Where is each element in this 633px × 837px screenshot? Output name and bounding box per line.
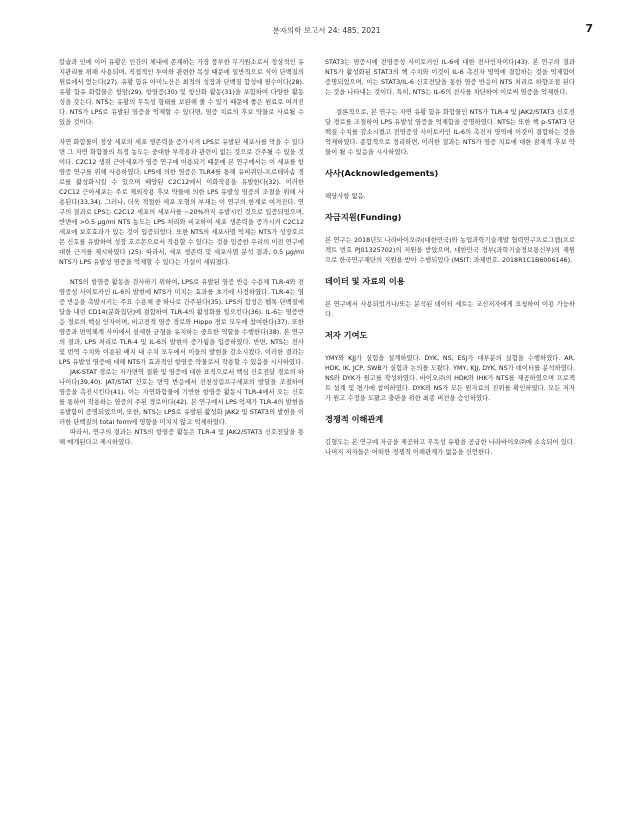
body-paragraph: JAK-STAT 경로는 자가면역 질환 및 염증에 대한 표적으로서 핵심 신호전달 경로의 하나이다(39,40). JAT/STAT 신호는 면역 반응에서 선천성림프구세포의 발달을 조절하여 염증을 촉진시킨다(41). 이는 자연화합물에 기반한 항염증 활동시 TLR-4에서 오는 신호를 통하여 작용하는 염증의 주된 경로이다(42). 본 연구에서 LPS 억제가 TLR-4의 발현을 유발함이 증명되었으며, 또한, NTS는 LPS로 유발된 활성화 JAK2 및 STAT3의 발현을 이러한 단백질의 total form에 영향을 미치지 않고 억제하였다. bbox=[59, 369, 304, 426]
section-body-competing-interests: 김형도는 본 연구에 자금을 제공하고 무독성 유황을 공급한 나라바이오㈜에 소속되어 있다. 나머지 저자들은 어떠한 경쟁적 이해관계가 없음을 선언한다. bbox=[325, 439, 575, 456]
conclusion-paragraph: 결론적으로, 본 연구는 자연 유황 함유 화합물인 NTS가 TLR-4 및 JAK2/STAT3 신호전달 경로를 조절하여 LPS 유발성 염증을 억제함을 증명하였다. NTS는 또한 핵 p-STAT3 단백질 수치를 감소시켰고 전염증성 사이토카인 IL-6의 촉진자 영역에 이것이 결합하는 것을 억제하였다. 종합적으로 정리하면, 이러한 결과는 NTS가 염증 치료에 대한 잠재적 후보 약물이 될 수 있음을 시사하였다. bbox=[325, 109, 575, 156]
section-title-funding: 자금지원(Funding) bbox=[325, 212, 402, 222]
right-column bbox=[325, 58, 575, 468]
journal-citation: 분자의학 보고서 24: 485, 2021 bbox=[272, 26, 381, 35]
body-paragraph: NTS의 항염증 활동을 검사하기 위하여, LPS로 유발된 염증 반응 수용체 TLR-4와 전염증성 사이토카인 IL-6의 발현에 NTS가 미치는 효과를 초기에 사정하였다. TLR-4는 염증 반응을 촉발시키는 주요 수용체 중 하나로 간주된다(35). LPS의 합성은 펩톡 단백질에 달을 내린 CD14(분화집단)에 결합하여 TLR-4의 활성화를 일으킨다(36). IL-6는 염증반응 경로의 핵심 인자이며, 비고전적 염증 경로와 Hippo 경로 모두에 참여한다(37). 또한 염증과 면역체계 사이에서 섬세한 균형을 유지하는 중요한 역할을 수행한다(38). 본 연구의 결과, LPS 처리로 TLR-4 및 IL-6의 발현이 증가됨을 입증하였다. 반면, NTS는 전사 및 번역 수치와 이용된 배지 내 수치 모두에서 이들의 발현을 감소시켰다. 이러한 결과는 LPS 유발성 염증에 대해 NTS가 효과적인 항염증 약물로서 작용할 수 있음을 시사하였다. bbox=[59, 279, 304, 366]
left-column bbox=[59, 58, 304, 448]
section-title-author-contributions: 저자 기여도 bbox=[325, 330, 368, 340]
section-body-data-availability: 본 연구에서 사용되었거나/또는 분석된 데이터 세트는 교신저자에게 요청하여 이용 가능하다. bbox=[325, 301, 575, 318]
section-body-acknowledgements: 해당사항 없음. bbox=[325, 193, 366, 200]
section-title-acknowledgements: 사사(Acknowledgements) bbox=[325, 168, 439, 178]
body-paragraph: STAT3는 염증시에 전염증성 사이토카인 IL-6에 대한 전사인자이다(43). 본 연구의 결과 NTS가 활성화된 STAT3의 핵 수치와 이것이 IL-6 촉진자 영역에 결합하는 것을 억제함이 증명되었으며, 이는 STAT3/IL-6 신호전달을 통한 염증 반응이 NTS 처리로 하향조절 된다는 것을 나타내는 것이다. 특히, NTS는 IL-6의 전사를 차단하여 이로써 염증을 억제한다. bbox=[325, 59, 575, 96]
section-body-funding: 본 연구는 2018년도 나라바이오㈜(대한민국)와 농업과학기술개발 협력연구프로그램(프로젝트 번호 PJ01325702)의 지원을 받았으며, 대한민국 정부(과학기술정보통신부)의 재원으로 한국연구재단의 지원을 받아 수행되었다 (MSIT; 과제번호. 2018R1C1B6006146). bbox=[325, 237, 575, 264]
body-paragraph: 따라서, 연구의 결과는 NTS의 항염증 활동은 TLR-4 및 JAK2/STAT3 신호전달을 통해 매개된다고 제시하였다. bbox=[59, 429, 304, 446]
section-body-author-contributions: YMY와 KJJ가 실험을 설계하였다. DYK, NS, ESJ가 대부분의 실험을 수행하였다. AR, HDK, IK, JCP, SWB가 실험과 논의를 도왔다. YMY, KJJ, DYK, NS가 데이터를 분석하였다. NS와 DYK가 원고를 작성하였다. 바이오㈜의 HDK와 IHK가 NTS를 제공하였으며 프로젝트 설계 및 평가에 참여하였다. DYK와 NS가 모든 원자료의 진위를 확인하였다. 모든 저자가 원고 수정을 도왔고 출판을 위한 최종 버전을 승인하였다. bbox=[325, 355, 575, 402]
body-paragraph: 자연 화합물이 정상 세포의 세포 생존력을 증가시켜 LPS로 유발된 세포사를 막을 수 있다면 그 자연 화합물의 특정 농도는 중대한 부작용과 관련이 없는 것으로 간주될 수 있을 것이다. C2C12 생쥐 근아세포가 염증 연구에 이용되기 때문에 본 연구에서는 이 세포를 항염증 연구를 위해 사용하였다. LPS에 의한 염증은 TLR4를 통해 유비퀴틴-프로테아솜 경로를 활성화시킬 수 있으며 배양된 C2C12에서 이화작용을 유발한다(32). 이러한 C2C12 근아세포는 주로 제외작용 후보 약물에 의한 LPS 유발성 염증의 조절을 위해 사용된다(33,34). 그러나, 더욱 적절한 세포 모형의 부재는 이 연구의 한계로 여겨진다. 연구의 결과로 LPS는 C2C12 세포의 세포사를 ~20%까지 유발시킨 것으로 입증되었으며, 반면에 >0.5 μg/ml NTS 농도는 LPS 처리와 비교하여 세포 생존력을 증가시켜 C2C12 세포에 보호효과가 있는 것이 입증되었다. 또한 NTS의 세포사멸 억제는 NTS가 성장호르몬 신호를 유발하여 성장 호르몬으로서 작용할 수 있다는 것을 입증한 우리의 이전 연구에 대한 근거를 제시하였다 (25). 따라서, 세포 생존력 및 세포사멸 분석 결과, 0.5 μg/ml NTS가 LPS 유발성 염증을 억제할 수 있다는 가설이 세워졌다. bbox=[59, 139, 304, 266]
body-paragraph: 칼슘과 인에 이어 유황은 인간의 체내에 존재하는 가장 풍부한 무기원소로서 정상적인 유지관리를 위해 사용되며, 직접적인 투여와 관련한 독성 때문에 일반적으로 식이 단백질의 원료에서 얻는다(27). 유황 함유 아미노산은 최적의 성장과 단백질 합성에 필수이다(28). 유황 함유 화합물은 항암(29), 항염증(30) 및 항산화 활동(31)을 포함하여 다양한 활동성을 갖는다. NTS는 유황의 무독성 형태를 보완해 줄 수 있기 때문에 좋은 원료로 여겨진다. NTS가 LPS로 유발된 염증을 억제할 수 있다면, 염증 치료의 후보 약물로 사료될 수 있을 것이다. bbox=[59, 59, 304, 126]
page-header bbox=[60, 22, 593, 38]
page-number: 7 bbox=[585, 22, 593, 35]
section-title-competing-interests: 경쟁적 이해관계 bbox=[325, 414, 384, 424]
section-title-data-availability: 데이터 및 자료의 이용 bbox=[325, 276, 405, 286]
